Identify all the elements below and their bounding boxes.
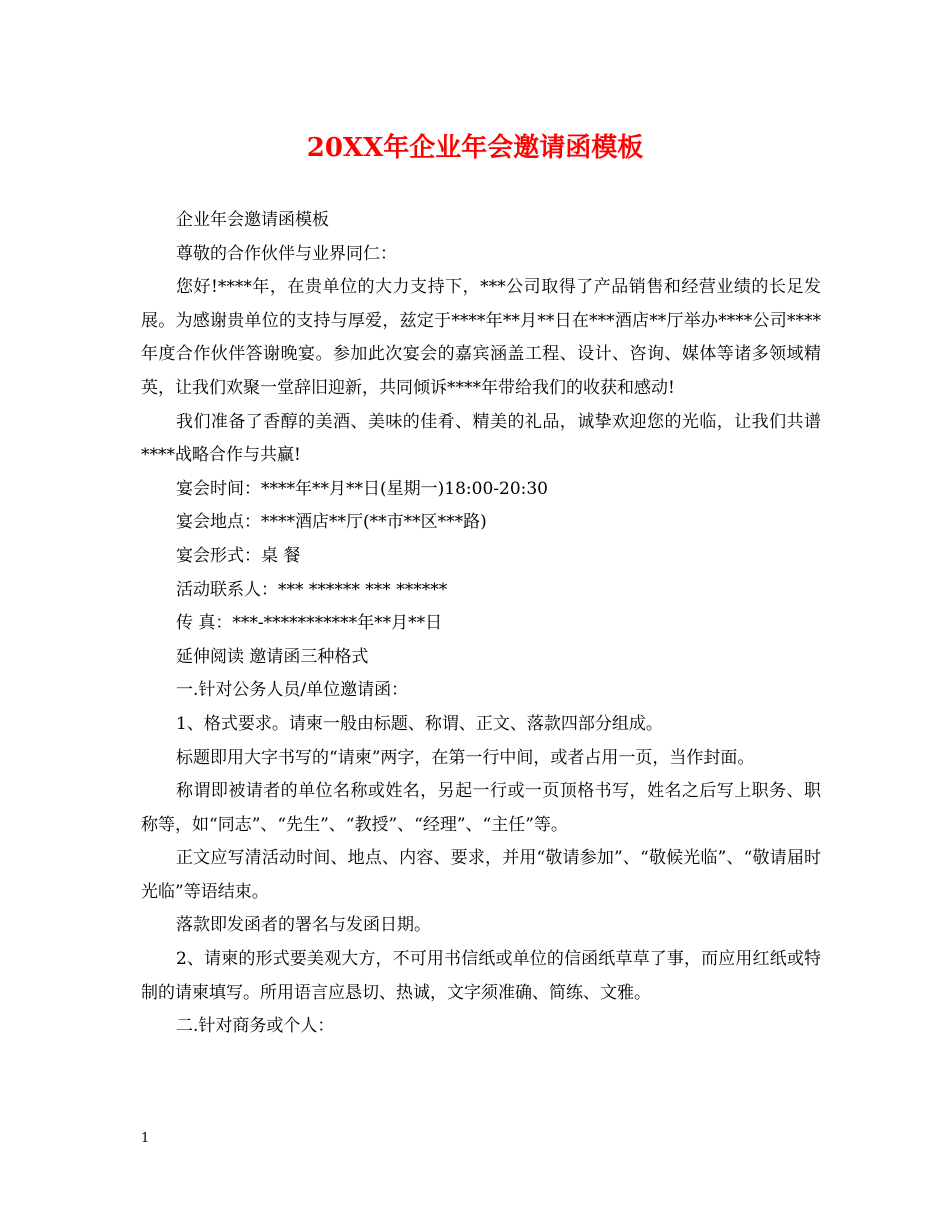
paragraph-section-two: 二.针对商务或个人： [176, 1016, 335, 1037]
document-title: 20XX年企业年会邀请函模板 [306, 133, 644, 163]
paragraph-body-rule: 正文应写清活动时间、地点、内容、要求，并用“敬请参加”、“敬候光临”、“敬请届时光临”等语结束。 [141, 848, 821, 902]
paragraph-signature-rule: 落款即发函者的署名与发函日期。 [176, 915, 431, 936]
paragraph-banquet-format: 宴会形式：桌 餐 [176, 545, 301, 566]
paragraph-extended-reading: 延伸阅读 邀请函三种格式 [176, 646, 369, 667]
paragraph-section-one: 一.针对公务人员/单位邀请函： [176, 680, 409, 701]
paragraph-address-rule: 称谓即被请者的单位名称或姓名，另起一行或一页顶格书写，姓名之后写上职务、职称等，如“同志”、“先生”、“教授”、“经理”、“主任”等。 [141, 781, 821, 835]
paragraph-fax: 传 真：***-***********年**月**日 [176, 613, 443, 634]
paragraph-style-rule: 2、请柬的形式要美观大方，不可用书信纸或单位的信函纸草草了事，而应用红纸或特制的请柬填写。所用语言应恳切、热诚，文字须准确、简练、文雅。 [141, 949, 821, 1003]
paragraph-format-requirements: 1、格式要求。请柬一般由标题、称谓、正文、落款四部分组成。 [176, 713, 663, 734]
page-number: 1 [141, 1131, 150, 1146]
paragraph-invitation: 我们准备了香醇的美酒、美味的佳肴、精美的礼品，诚挚欢迎您的光临，让我们共谱****战略合作与共赢! [141, 411, 821, 466]
paragraph-banquet-location: 宴会地点：****酒店**厅(**市**区***路) [176, 512, 487, 533]
paragraph-salutation: 尊敬的合作伙伴与业界同仁： [176, 243, 397, 264]
paragraph-heading: 企业年会邀请函模板 [176, 210, 329, 230]
paragraph-greeting: 您好!****年，在贵单位的大力支持下，***公司取得了产品销售和经营业绩的长足发展。为感谢贵单位的支持与厚爱，兹定于****年**月**日在***酒店**厅举办****公司****年度合作伙伴答谢晚宴。参加此次宴会的嘉宾涵盖工程、设计、咨询、媒体等诸多领域精英，让我们欢聚一堂辞旧迎新，共同倾诉****年带给我们的收获和感动! [141, 277, 821, 398]
paragraph-contact: 活动联系人：*** ****** *** ****** [176, 579, 448, 600]
paragraph-title-rule: 标题即用大字书写的“请柬”两字，在第一行中间，或者占用一页，当作封面。 [176, 747, 755, 768]
paragraph-banquet-time: 宴会时间：****年**月**日(星期一)18:00-20:30 [176, 478, 548, 499]
document-body [141, 204, 821, 1044]
